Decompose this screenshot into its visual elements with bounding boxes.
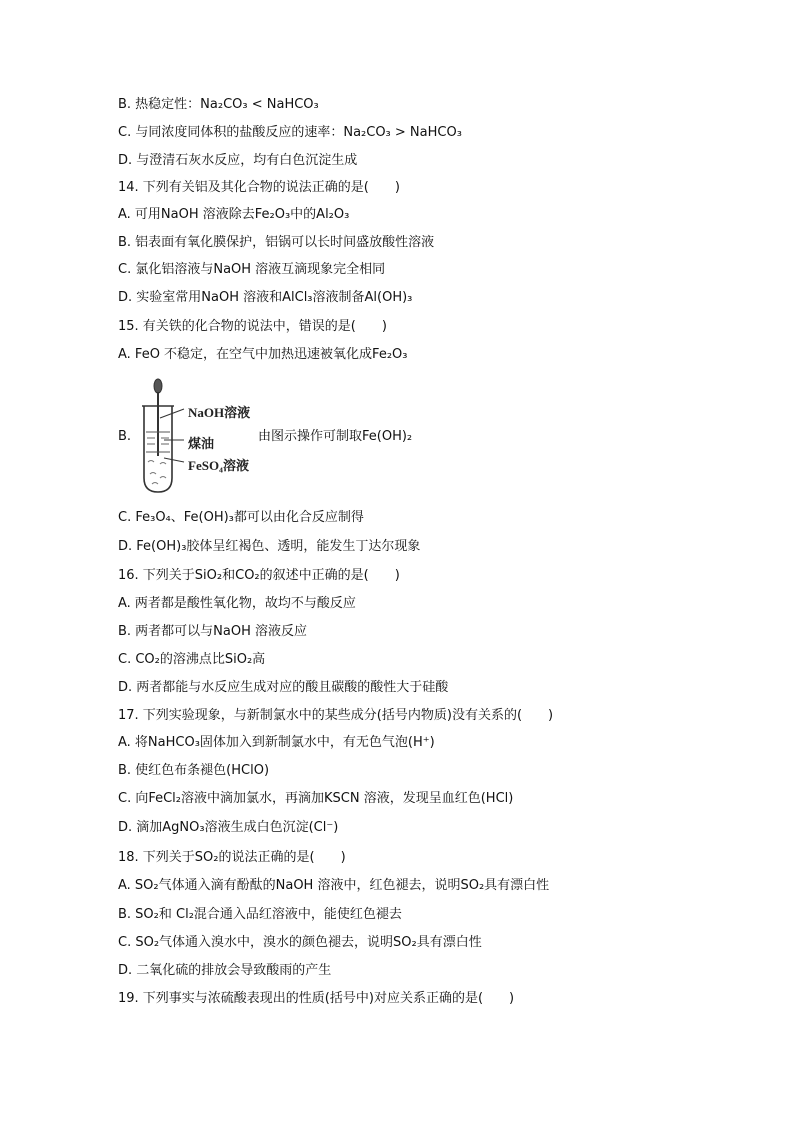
q16-stem: 16. 下列关于SiO₂和CO₂的叙述中正确的是( ) — [118, 568, 400, 583]
q18-option-d: D. 二氧化硫的排放会导致酸雨的产生 — [118, 963, 332, 978]
q18-option-c: C. SO₂气体通入溴水中，溴水的颜色褪去，说明SO₂具有漂白性 — [118, 935, 482, 950]
q16-option-a: A. 两者都是酸性氧化物，故均不与酸反应 — [118, 596, 356, 611]
test-tube-diagram — [140, 378, 265, 496]
figure-label-kerosene: 煤油 — [188, 436, 215, 451]
q14-option-d: D. 实验室常用NaOH 溶液和AlCl₃溶液制备Al(OH)₃ — [118, 290, 413, 305]
q14-stem: 14. 下列有关铝及其化合物的说法正确的是( ) — [118, 180, 400, 195]
q18-option-b: B. SO₂和 Cl₂混合通入品红溶液中，能使红色褪去 — [118, 907, 402, 922]
q13-option-d: D. 与澄清石灰水反应，均有白色沉淀生成 — [118, 153, 358, 168]
q16-option-b: B. 两者都可以与NaOH 溶液反应 — [118, 624, 308, 639]
q14-option-b: B. 铝表面有氧化膜保护，铝锅可以长时间盛放酸性溶液 — [118, 235, 435, 250]
figure-label-naoh: NaOH溶液 — [188, 405, 251, 420]
q15-option-b-text: 由图示操作可制取Fe(OH)₂ — [258, 429, 413, 444]
q15-option-c: C. Fe₃O₄、Fe(OH)₃都可以由化合反应制得 — [118, 510, 364, 525]
q14-option-a: A. 可用NaOH 溶液除去Fe₂O₃中的Al₂O₃ — [118, 207, 350, 222]
q18-option-a: A. SO₂气体通入滴有酚酞的NaOH 溶液中，红色褪去，说明SO₂具有漂白性 — [118, 878, 550, 893]
q19-stem: 19. 下列事实与浓硫酸表现出的性质(括号中)对应关系正确的是( ) — [118, 991, 515, 1006]
q17-stem: 17. 下列实验现象，与新制氯水中的某些成分(括号内物质)没有关系的( ) — [118, 708, 554, 723]
q15-stem: 15. 有关铁的化合物的说法中，错误的是( ) — [118, 319, 387, 334]
q16-option-c: C. CO₂的溶沸点比SiO₂高 — [118, 652, 266, 667]
q18-stem: 18. 下列关于SO₂的说法正确的是( ) — [118, 850, 346, 865]
figure-label-feso4: FeSO₄溶液 — [188, 458, 249, 473]
q13-option-c: C. 与同浓度同体积的盐酸反应的速率：Na₂CO₃ > NaHCO₃ — [118, 125, 462, 140]
q16-option-d: D. 两者都能与水反应生成对应的酸且碳酸的酸性大于硅酸 — [118, 680, 449, 695]
q14-option-c: C. 氯化铝溶液与NaOH 溶液互滴现象完全相同 — [118, 262, 386, 277]
q17-option-d: D. 滴加AgNO₃溶液生成白色沉淀(Cl⁻) — [118, 820, 339, 835]
q17-option-c: C. 向FeCl₂溶液中滴加氯水，再滴加KSCN 溶液，发现呈血红色(HCl) — [118, 791, 514, 806]
q15-option-d: D. Fe(OH)₃胶体呈红褐色、透明，能发生丁达尔现象 — [118, 539, 421, 554]
q17-option-a: A. 将NaHCO₃固体加入到新制氯水中，有无色气泡(H⁺) — [118, 735, 435, 750]
q15-option-b-label: B. — [118, 429, 132, 444]
q15-option-a: A. FeO 不稳定，在空气中加热迅速被氧化成Fe₂O₃ — [118, 347, 408, 362]
q13-option-b: B. 热稳定性：Na₂CO₃ < NaHCO₃ — [118, 97, 319, 112]
q17-option-b: B. 使红色布条褪色(HClO) — [118, 763, 270, 778]
